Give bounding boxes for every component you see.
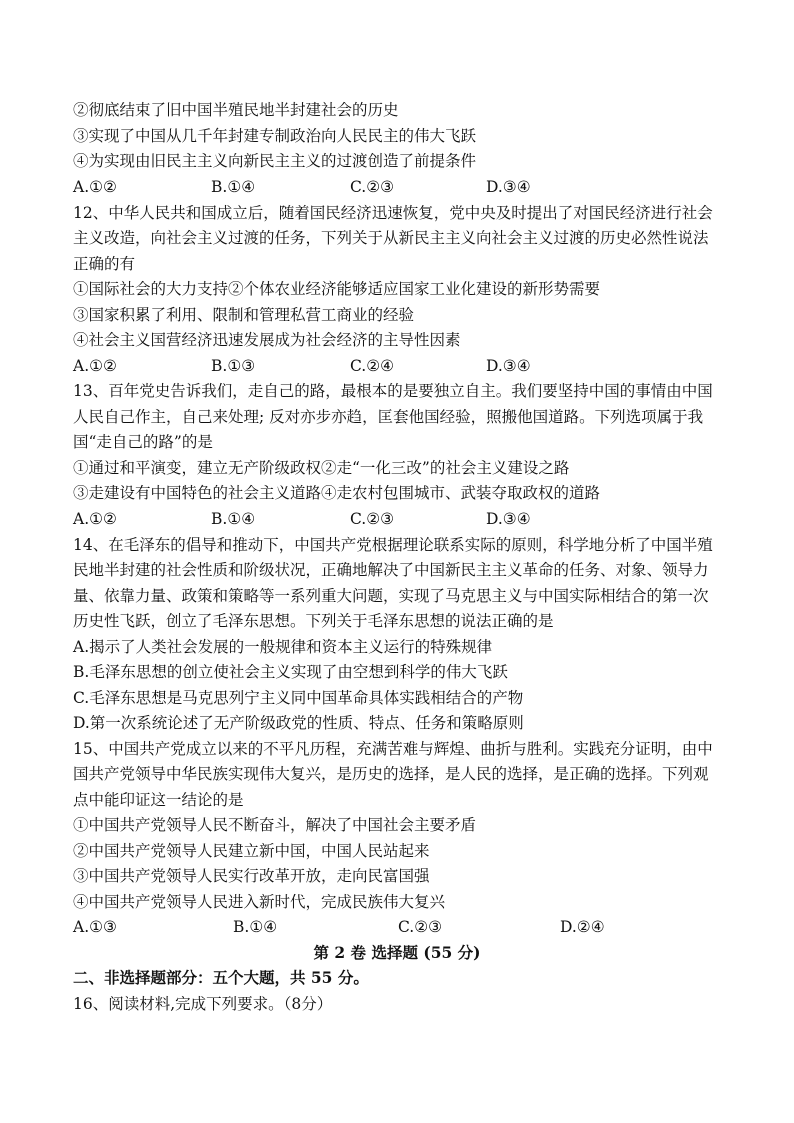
q15-item: ②中国共产党领导人民建立新中国，中国人民站起来	[73, 842, 430, 860]
q13-item: ①通过和平演变，建立无产阶级政权②走“一化三改”的社会主义建设之路	[73, 459, 570, 477]
q12-option-b: B.①③	[211, 357, 256, 375]
q14-choice-b: B.毛泽东思想的创立使社会主义实现了由空想到科学的伟大飞跃	[73, 663, 508, 681]
q12-option-c: C.②④	[350, 357, 395, 375]
q13-item: ③走建设有中国特色的社会主义道路④走农村包围城市、武装夺取政权的道路	[73, 484, 601, 502]
q15-stem-line: 国共产党领导中华民族实现伟大复兴，是历史的选择，是人民的选择，是正确的选择。下列观	[73, 765, 709, 783]
q11-option-d: D.③④	[486, 178, 531, 196]
q12-stem-line: 正确的有	[73, 255, 136, 273]
q11-item-3: ③实现了中国从几千年封建专制政治向人民民主的伟大飞跃	[73, 127, 477, 145]
q13-option-c: C.②③	[350, 510, 395, 528]
part2-title: 第 2 卷 选择题 (55 分)	[313, 943, 481, 962]
q16-prompt: 16、阅读材料,完成下列要求。（8分）	[73, 995, 333, 1013]
q12-option-d: D.③④	[486, 357, 531, 375]
q11-option-a: A.①②	[73, 178, 117, 196]
q14-stem-line: 14、在毛泽东的倡导和推动下，中国共产党根据理论联系实际的原则，科学地分析了中国半殖	[73, 536, 713, 554]
q15-item: ①中国共产党领导人民不断奋斗，解决了中国社会主要矛盾	[73, 816, 477, 834]
q15-stem-line: 15、中国共产党成立以来的不平凡历程，充满苦难与辉煌、曲折与胜利。实践充分证明，由中	[73, 740, 713, 758]
q15-item: ③中国共产党领导人民实行改革开放，走向民富国强	[73, 867, 430, 885]
q14-choice-d: D.第一次系统论述了无产阶级政党的性质、特点、任务和策略原则	[73, 714, 524, 732]
q12-item: ④社会主义国营经济迅速发展成为社会经济的主导性因素	[73, 331, 461, 349]
q12-stem-line: 12、中华人民共和国成立后，随着国民经济迅速恢复，党中央及时提出了对国民经济进行社会	[73, 204, 713, 222]
q11-option-c: C.②③	[350, 178, 395, 196]
q13-option-b: B.①④	[211, 510, 256, 528]
q12-option-a: A.①②	[73, 357, 117, 375]
q12-item: ①国际社会的大力支持②个体农业经济能够适应国家工业化建设的新形势需要	[73, 280, 601, 298]
q15-option-c: C.②③	[398, 918, 443, 936]
q13-stem-line: 人民自己作主，自己来处理; 反对亦步亦趋，匡套他国经验，照搬他国道路。下列选项属于我	[73, 408, 704, 426]
q15-option-a: A.①③	[73, 918, 117, 936]
q13-option-a: A.①②	[73, 510, 117, 528]
q14-choice-a: A.揭示了人类社会发展的一般规律和资本主义运行的特殊规律	[73, 638, 493, 656]
q14-stem-line: 量、依靠力量、政策和策略等一系列重大问题，实现了马克思主义与中国实际相结合的第一次	[73, 587, 709, 605]
q14-choice-c: C.毛泽东思想是马克思列宁主义同中国革命具体实践相结合的产物	[73, 689, 524, 707]
q15-option-b: B.①④	[233, 918, 278, 936]
part2-heading: 二、非选择题部分：五个大题，共 55 分。	[73, 968, 369, 987]
q15-stem-line: 点中能印证这一结论的是	[73, 791, 244, 809]
q12-stem-line: 主义改造，向社会主义过渡的任务，下列关于从新民主主义向社会主义过渡的历史必然性说法	[73, 229, 709, 247]
q12-item: ③国家积累了利用、限制和管理私营工商业的经验	[73, 306, 415, 324]
q11-item-2: ②彻底结束了旧中国半殖民地半封建社会的历史	[73, 101, 399, 119]
q13-stem-line: 13、百年党史告诉我们，走自己的路，最根本的是要独立自主。我们要坚持中国的事情由中国	[73, 382, 713, 400]
q11-item-4: ④为实现由旧民主主义向新民主主义的过渡创造了前提条件	[73, 152, 477, 170]
q15-option-d: D.②④	[560, 918, 605, 936]
q15-item: ④中国共产党领导人民进入新时代，完成民族伟大复兴	[73, 893, 446, 911]
q13-stem-line: 国“走自己的路”的是	[73, 433, 213, 451]
q14-stem-line: 历史性飞跃，创立了毛泽东思想。下列关于毛泽东思想的说法正确的是	[73, 612, 554, 630]
q11-option-b: B.①④	[211, 178, 256, 196]
q13-option-d: D.③④	[486, 510, 531, 528]
q14-stem-line: 民地半封建的社会性质和阶级状况，正确地解决了中国新民主主义革命的任务、对象、领导力	[73, 561, 709, 579]
